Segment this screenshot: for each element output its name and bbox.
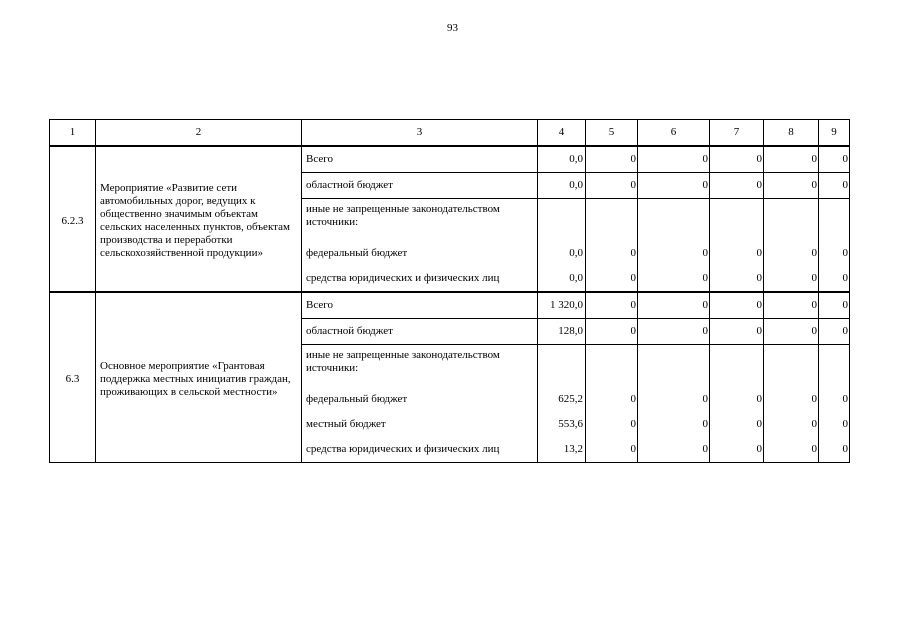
header-cell: 2: [96, 120, 302, 147]
value-cell: 0: [710, 266, 764, 292]
value-cell: [586, 199, 638, 242]
funding-source: местный бюджет: [302, 412, 538, 437]
funding-source: средства юридических и физических лиц: [302, 437, 538, 463]
value-cell: 0: [638, 387, 710, 412]
section-code: 6.3: [50, 292, 96, 463]
value-cell: [538, 199, 586, 242]
value-cell: 0: [638, 412, 710, 437]
section-code: 6.2.3: [50, 146, 96, 292]
value-cell: 0,0: [538, 241, 586, 266]
value-cell: [710, 345, 764, 388]
value-cell: 0: [586, 319, 638, 345]
funding-source: федеральный бюджет: [302, 387, 538, 412]
header-cell: 6: [638, 120, 710, 147]
funding-source: Всего: [302, 146, 538, 173]
value-cell: 0: [710, 173, 764, 199]
header-cell: 1: [50, 120, 96, 147]
value-cell: 0: [819, 387, 850, 412]
table-header-row: [50, 120, 850, 147]
value-cell: 0: [710, 437, 764, 463]
value-cell: 0: [710, 387, 764, 412]
value-cell: 0: [638, 173, 710, 199]
value-cell: 0,0: [538, 266, 586, 292]
value-cell: 0: [819, 319, 850, 345]
value-cell: 0: [764, 266, 819, 292]
value-cell: [710, 199, 764, 242]
header-cell: 9: [819, 120, 850, 147]
value-cell: 0: [819, 412, 850, 437]
funding-source: областной бюджет: [302, 319, 538, 345]
value-cell: 0: [710, 412, 764, 437]
value-cell: 0: [586, 292, 638, 319]
value-cell: 0: [586, 173, 638, 199]
value-cell: 0: [638, 241, 710, 266]
value-cell: 0: [586, 387, 638, 412]
header-cell: 7: [710, 120, 764, 147]
value-cell: [586, 345, 638, 388]
value-cell: 0: [764, 241, 819, 266]
value-cell: 0: [586, 146, 638, 173]
value-cell: [764, 199, 819, 242]
funding-source: иные не запрещенные законодательством источники:: [302, 199, 538, 242]
value-cell: [638, 199, 710, 242]
header-cell: 3: [302, 120, 538, 147]
value-cell: 0: [638, 266, 710, 292]
value-cell: [819, 345, 850, 388]
budget-table: [49, 119, 850, 463]
value-cell: 0: [819, 266, 850, 292]
value-cell: [819, 199, 850, 242]
section-name: Мероприятие «Развитие сети автомобильных дорог, ведущих к общественно значимым объектам сельских населенных пунктов, объектам производства и переработки сельскохозяйственной продукции»: [96, 146, 302, 292]
value-cell: [638, 345, 710, 388]
value-cell: 0: [586, 266, 638, 292]
funding-source: Всего: [302, 292, 538, 319]
value-cell: [764, 345, 819, 388]
value-cell: 0: [586, 412, 638, 437]
header-cell: 8: [764, 120, 819, 147]
value-cell: 0: [764, 173, 819, 199]
funding-source: федеральный бюджет: [302, 241, 538, 266]
value-cell: 0: [638, 292, 710, 319]
value-cell: 0,0: [538, 173, 586, 199]
value-cell: 0: [764, 319, 819, 345]
value-cell: 0: [764, 146, 819, 173]
value-cell: 13,2: [538, 437, 586, 463]
value-cell: 0: [819, 437, 850, 463]
value-cell: 0: [586, 437, 638, 463]
value-cell: 0: [710, 241, 764, 266]
table-row: [50, 146, 850, 173]
value-cell: 0: [710, 319, 764, 345]
value-cell: 0: [764, 437, 819, 463]
value-cell: 0: [819, 292, 850, 319]
value-cell: 128,0: [538, 319, 586, 345]
value-cell: 0: [710, 146, 764, 173]
value-cell: 0: [638, 437, 710, 463]
funding-source: средства юридических и физических лиц: [302, 266, 538, 292]
section-name: Основное мероприятие «Грантовая поддержка местных инициатив граждан, проживающих в сельской местности»: [96, 292, 302, 463]
funding-source: областной бюджет: [302, 173, 538, 199]
header-cell: 4: [538, 120, 586, 147]
value-cell: 0: [819, 173, 850, 199]
value-cell: [538, 345, 586, 388]
value-cell: 0: [764, 387, 819, 412]
table-row: [50, 292, 850, 319]
value-cell: 0,0: [538, 146, 586, 173]
value-cell: 0: [764, 292, 819, 319]
value-cell: 0: [819, 241, 850, 266]
value-cell: 625,2: [538, 387, 586, 412]
page-number: 93: [447, 22, 458, 34]
value-cell: 0: [638, 146, 710, 173]
funding-source: иные не запрещенные законодательством источники:: [302, 345, 538, 388]
value-cell: 0: [764, 412, 819, 437]
value-cell: 0: [638, 319, 710, 345]
value-cell: 1 320,0: [538, 292, 586, 319]
value-cell: 553,6: [538, 412, 586, 437]
value-cell: 0: [710, 292, 764, 319]
value-cell: 0: [586, 241, 638, 266]
header-cell: 5: [586, 120, 638, 147]
value-cell: 0: [819, 146, 850, 173]
